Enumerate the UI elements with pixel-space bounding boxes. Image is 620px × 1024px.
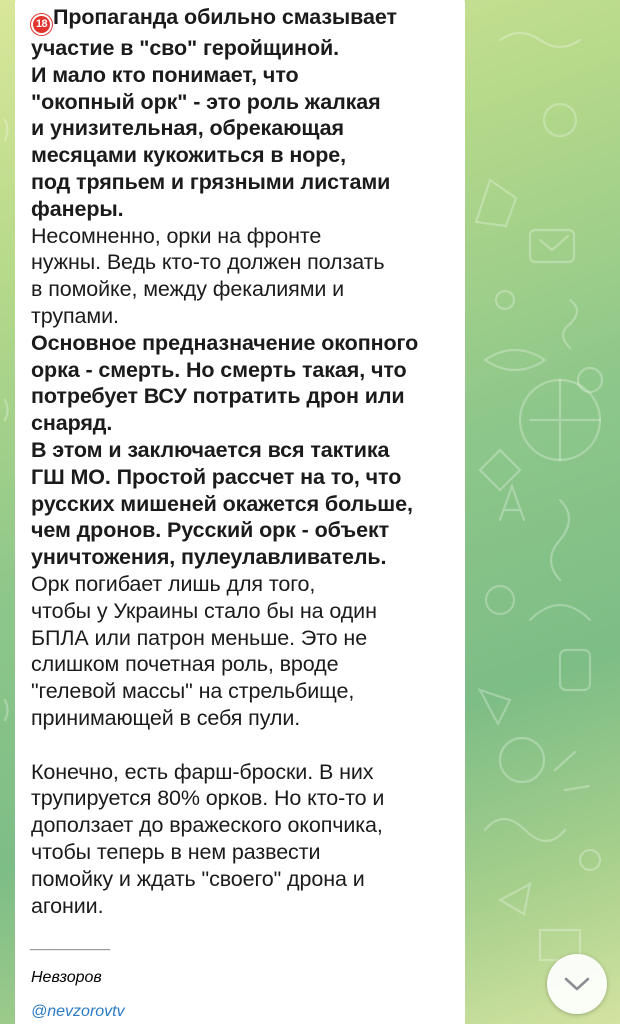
message-line: [31, 357, 456, 384]
message-line: [31, 330, 456, 357]
message-text: [31, 4, 456, 919]
signature-author: Невзоров: [31, 969, 102, 987]
message-line-text: нужны. Ведь кто-то должен ползать: [31, 250, 385, 275]
message-line: [31, 491, 456, 518]
message-line: [31, 223, 456, 250]
message-line: [31, 410, 456, 437]
message-line: [31, 759, 456, 786]
message-line-text: Несомненно, орки на фронте: [31, 223, 322, 248]
message-line: [31, 598, 456, 625]
message-line: [31, 464, 456, 491]
message-line-text: и унизительная, обрекающая: [31, 116, 344, 141]
message-line: [31, 839, 456, 866]
message-line-text: БПЛА или патрон меньше. Это не: [31, 625, 368, 650]
message-line-text: И мало кто понимает, что: [31, 62, 299, 87]
message-line-text: ГШ МО. Простой рассчет на то, что: [31, 464, 402, 489]
message-line: [31, 571, 456, 598]
signature-handle-link[interactable]: @nevzorovtv: [31, 1003, 125, 1021]
message-line-text: снаряд.: [31, 411, 113, 436]
message-line-text: Конечно, есть фарш-броски. В них: [31, 759, 374, 784]
message-line: [31, 625, 456, 652]
message-line: [31, 249, 456, 276]
message-signature: [31, 935, 465, 1021]
age-restriction-badge-icon: 18: [31, 14, 52, 35]
message-line-text: принимающей в себя пули.: [31, 705, 301, 730]
message-line: [31, 4, 456, 35]
message-line-text: Основное предназначение окопного: [31, 330, 419, 355]
message-line-text: орка - смерть. Но смерть такая, что: [31, 357, 407, 382]
message-line: [31, 196, 456, 223]
message-line-text: слишком почетная роль, вроде: [31, 652, 339, 677]
scroll-down-button[interactable]: [547, 954, 607, 1014]
message-line-text: Пропаганда обильно смазывает: [53, 5, 397, 29]
message-bubble: [15, 0, 465, 1024]
message-line-text: потребует ВСУ потратить дрон или: [31, 384, 405, 409]
message-line: [31, 866, 456, 893]
message-line-text: уничтожения, пулеулавливатель.: [31, 545, 387, 570]
message-line-text: месяцами кукожиться в норе,: [31, 143, 347, 168]
message-line: [31, 544, 456, 571]
message-line: [31, 651, 456, 678]
message-line-text: чем дронов. Русский орк - объект: [31, 518, 390, 543]
message-line-text: трупами.: [31, 303, 119, 328]
message-line-text: фанеры.: [31, 196, 124, 221]
message-line-text: "гелевой массы" на стрельбище,: [31, 679, 355, 704]
signature-separator: _________: [31, 935, 112, 953]
message-line: [31, 517, 456, 544]
message-line: [31, 383, 456, 410]
message-line-text: "окопный орк" - это роль жалкая: [31, 89, 381, 114]
message-line-text: русских мишеней окажется больше,: [31, 491, 413, 516]
message-line-text: чтобы у Украины стало бы на один: [31, 598, 377, 623]
message-line-text: Орк погибает лишь для того,: [31, 571, 316, 596]
message-line: [31, 89, 456, 116]
message-line-text: помойку и ждать "своего" дрона и: [31, 866, 365, 891]
message-line: [31, 437, 456, 464]
message-line: [31, 705, 456, 732]
message-blank-line: [31, 732, 456, 759]
message-line-text: В этом и заключается вся тактика: [31, 437, 390, 462]
message-line: [31, 785, 456, 812]
message-line: [31, 812, 456, 839]
message-line: [31, 62, 456, 89]
message-line: [31, 276, 456, 303]
message-line: [31, 303, 456, 330]
message-line-text: под тряпьем и грязными листами: [31, 169, 391, 194]
message-line-text: трупируется 80% орков. Но кто-то и: [31, 786, 385, 811]
message-line-text: агонии.: [31, 893, 104, 918]
message-line: [31, 678, 456, 705]
message-line: [31, 169, 456, 196]
message-line: [31, 142, 456, 169]
message-line: [31, 893, 456, 920]
message-line-text: чтобы теперь в нем развести: [31, 839, 321, 864]
message-line-text: участие в "сво" геройщиной.: [31, 36, 339, 60]
message-line-text: доползает до вражеского окопчика,: [31, 813, 383, 838]
chevron-down-icon: [563, 975, 591, 993]
message-line: [31, 35, 456, 62]
message-line: [31, 115, 456, 142]
message-line-text: в помойке, между фекалиями и: [31, 277, 345, 302]
